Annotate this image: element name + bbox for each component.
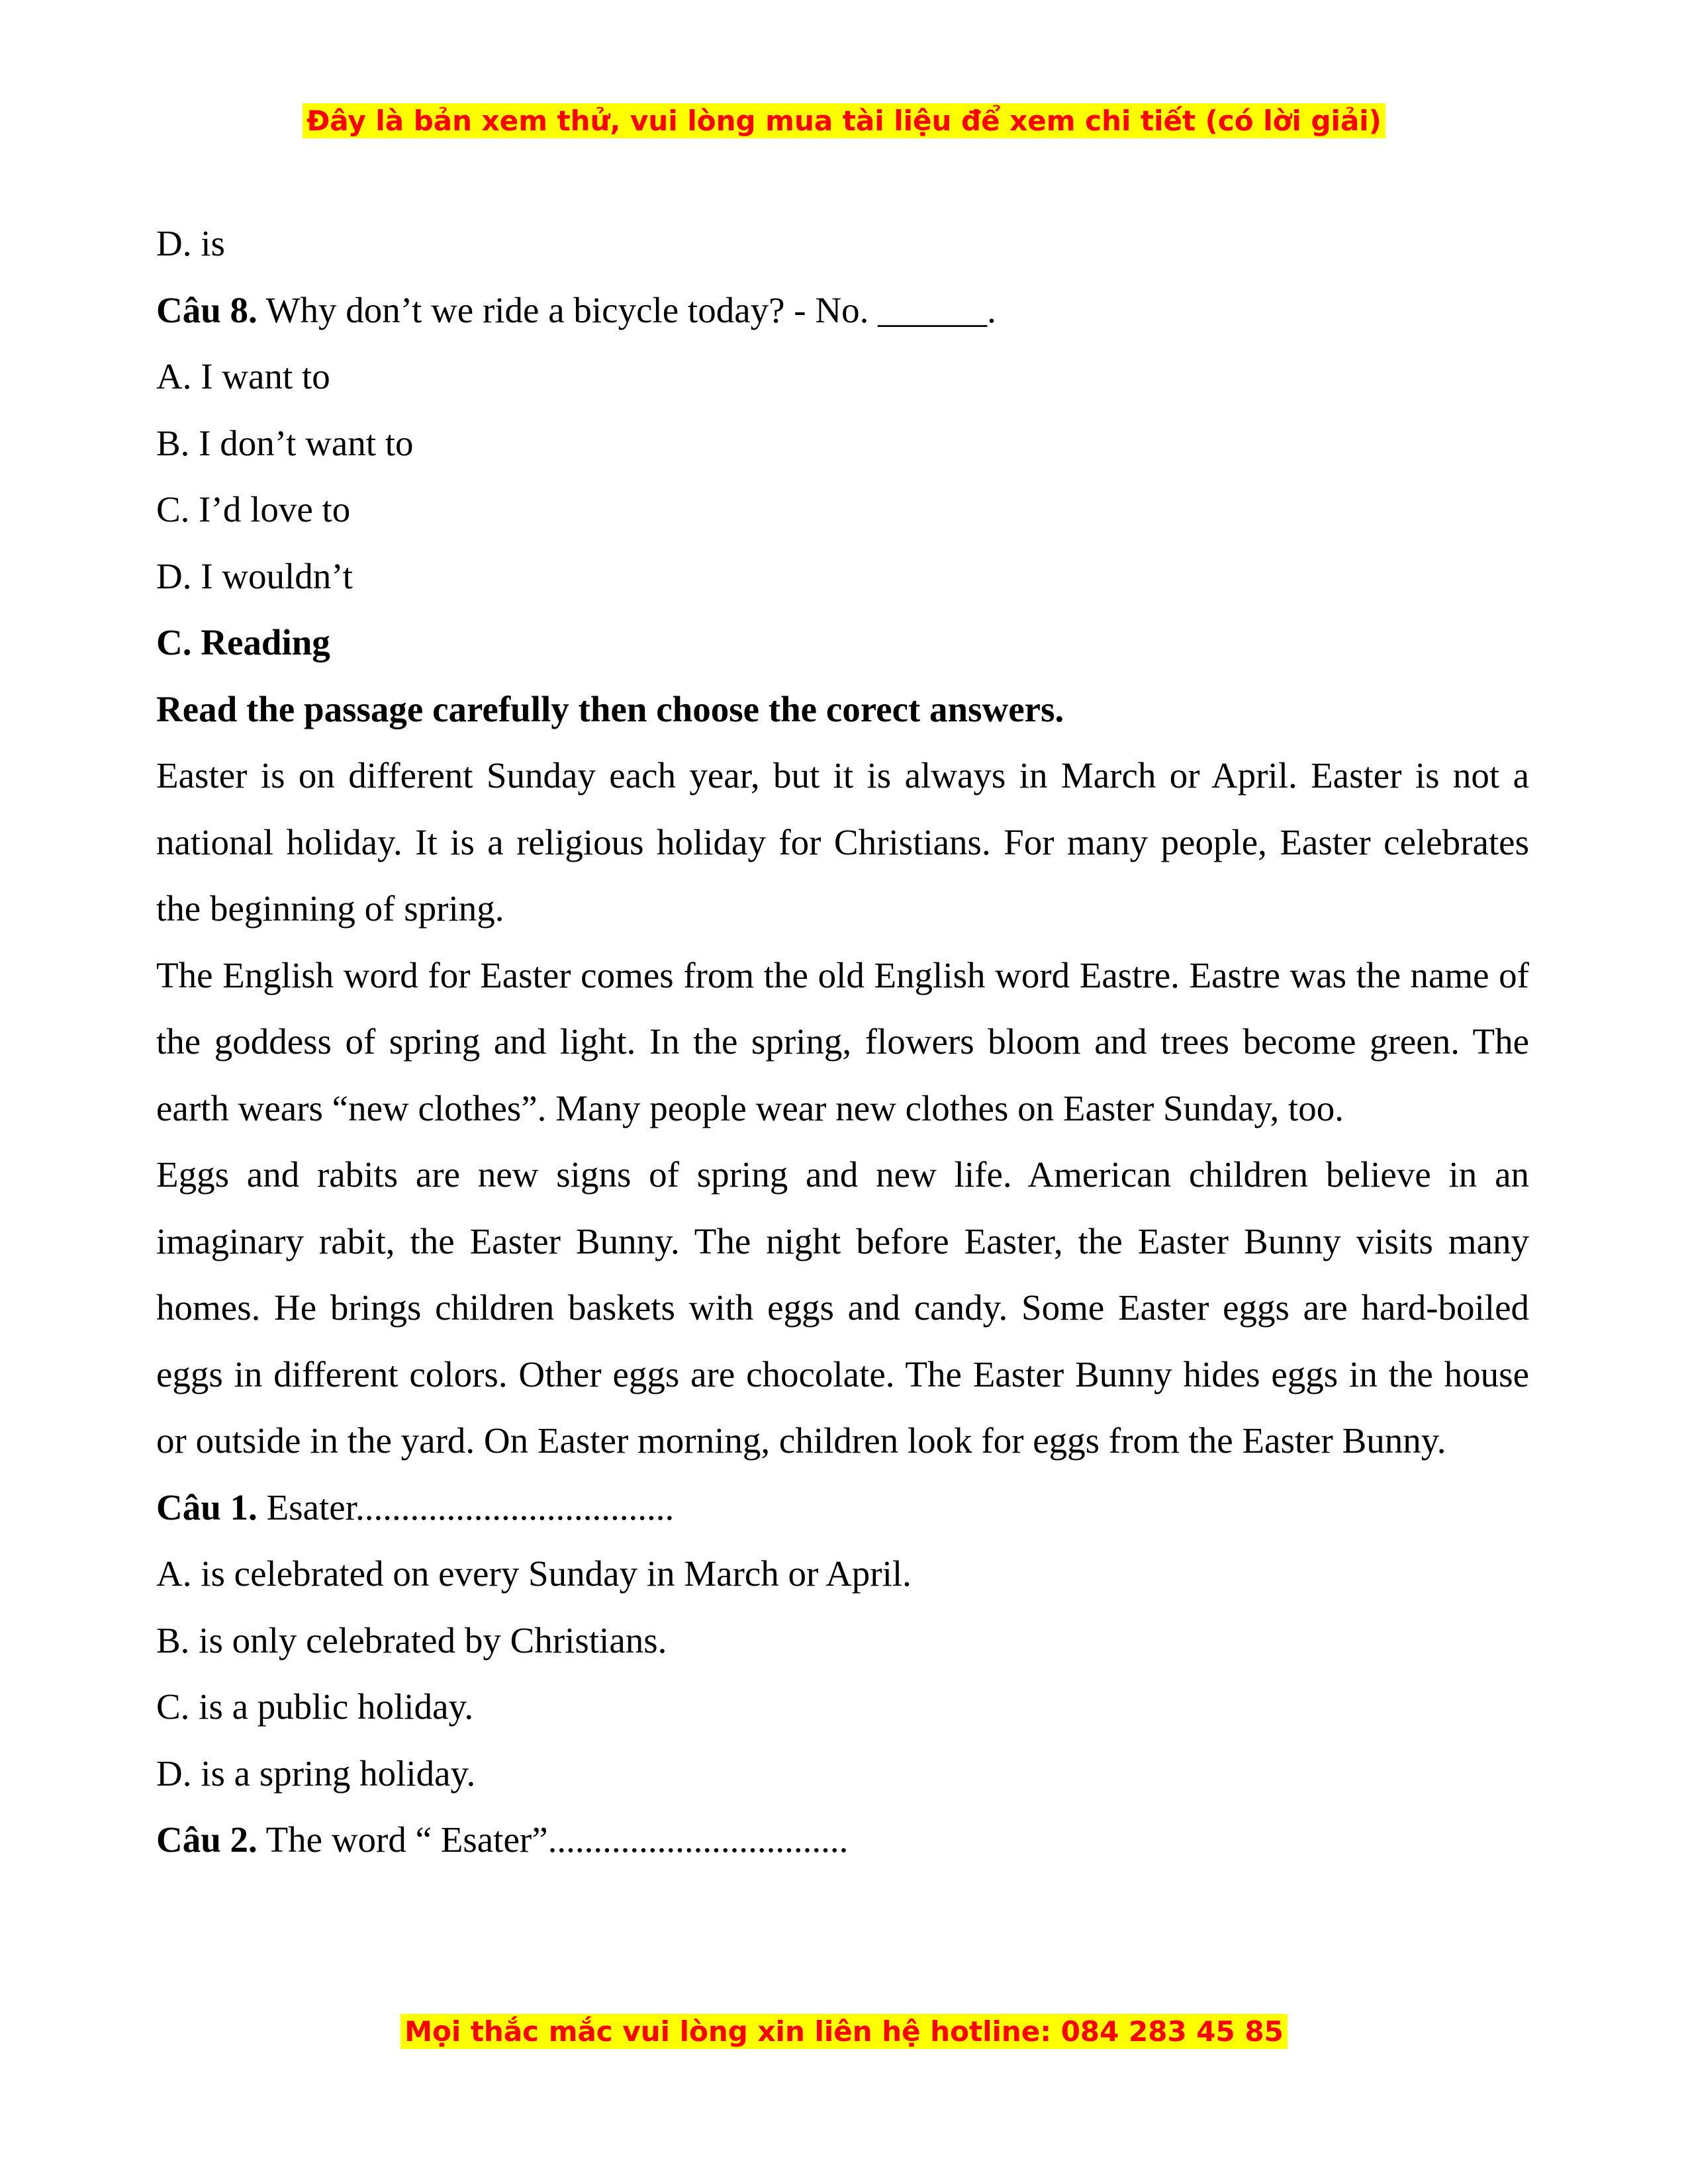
question-2-text: The word “ Esater”................................. bbox=[257, 1819, 849, 1860]
passage-paragraph-2: The English word for Easter comes from the old English word Eastre. Eastre was the name of the goddess of spring and light. In the spring, flowers bloom and trees become green. The earth wears “new clothes”. Many people wear new clothes on Easter Sunday, too. bbox=[156, 954, 1529, 1128]
question-2-label: Câu 2. bbox=[156, 1819, 258, 1860]
question-1-text: Esater................................... bbox=[257, 1486, 675, 1527]
question-1-option-c: C. is a public holiday. bbox=[156, 1686, 474, 1727]
question-8-label: Câu 8. bbox=[156, 289, 258, 330]
preview-banner bbox=[0, 105, 1688, 137]
section-title: C. Reading bbox=[156, 622, 330, 662]
question-1-option-d: D. is a spring holiday. bbox=[156, 1752, 476, 1794]
question-1-label: Câu 1. bbox=[156, 1486, 258, 1527]
question-8-option-c: C. I’d love to bbox=[156, 489, 351, 529]
hotline-banner bbox=[0, 2015, 1688, 2048]
question-2 bbox=[156, 1807, 1529, 1874]
passage-paragraph-1: Easter is on different Sunday each year, but it is always in March or April. Easter is not a national holiday. It is a religious holiday for Christians. For many people, Easter celebrates the beginning of spring. bbox=[156, 755, 1529, 929]
question-1 bbox=[156, 1475, 1529, 1541]
question-8-option-d: D. I wouldn’t bbox=[156, 555, 353, 596]
question-1-option-a: A. is celebrated on every Sunday in March or April. bbox=[156, 1553, 912, 1594]
question-8-option-b: B. I don’t want to bbox=[156, 422, 414, 463]
hotline-banner-text: Mọi thắc mắc vui lòng xin liên hệ hotline: 084 283 45 85 bbox=[400, 2014, 1288, 2049]
previous-option-d: D. is bbox=[156, 223, 225, 263]
question-8-option-a: A. I want to bbox=[156, 356, 330, 396]
question-1-option-b: B. is only celebrated by Christians. bbox=[156, 1619, 667, 1661]
question-8 bbox=[156, 277, 1529, 344]
passage-paragraph-3: Eggs and rabits are new signs of spring and new life. American children believe in an imaginary rabit, the Easter Bunny. The night before Easter, the Easter Bunny visits many homes. He brings children baskets with eggs and candy. Some Easter eggs are hard-boiled eggs in different colors. Other eggs are chocolate. The Easter Bunny hides eggs in the house or outside in the yard. On Easter morning, children look for eggs from the Easter Bunny. bbox=[156, 1154, 1529, 1461]
question-8-text: Why don’t we ride a bicycle today? - No. ______. bbox=[257, 289, 996, 330]
reading-instruction: Read the passage carefully then choose the corect answers. bbox=[156, 688, 1064, 729]
document-body bbox=[156, 210, 1529, 1874]
preview-banner-text: Đây là bản xem thử, vui lòng mua tài liệu để xem chi tiết (có lời giải) bbox=[303, 103, 1385, 138]
